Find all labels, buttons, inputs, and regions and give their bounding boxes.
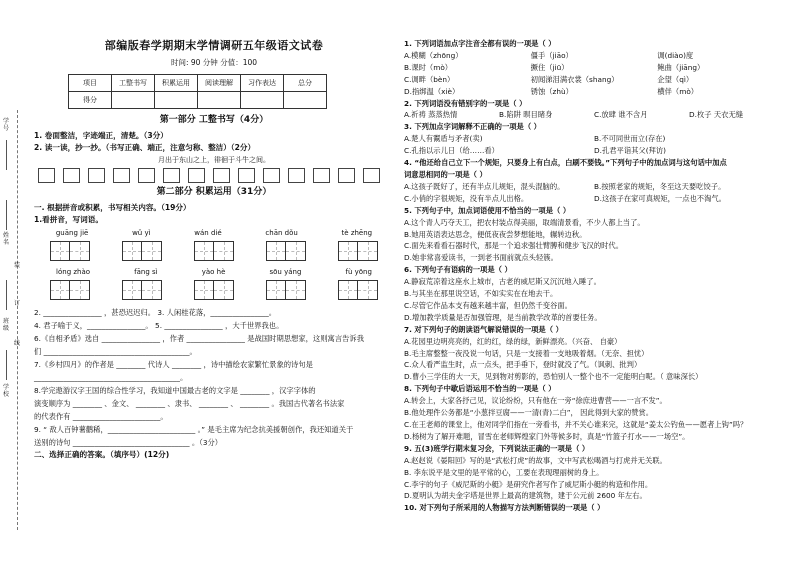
option[interactable]: D.夏明认为胡夫金字塔是世界上最高的建筑物，建于公元前 2600 年左右。: [404, 491, 647, 501]
strip-label-school: 学校: [3, 384, 10, 398]
score-cell: 项目: [69, 75, 112, 92]
fill-q9[interactable]: 9. “ 敌人百钟薯鹳稀，________________________ 。” 是毛主席为纪念抗美援朝创作，我还知道关于: [34, 425, 354, 434]
copy-box[interactable]: [238, 168, 255, 183]
word-box[interactable]: [338, 280, 378, 300]
part2-sub1: 一. 根据拼音或积累，书写相关内容。（19分）: [34, 203, 191, 212]
word-box[interactable]: [266, 241, 306, 261]
binding-dashed-line: [17, 110, 18, 530]
strip-label-student-no: 学号: [3, 118, 10, 132]
pinyin: wǔ yì: [132, 229, 151, 237]
strip-label-ding: 订: [14, 300, 21, 307]
option[interactable]: A.这个青人巧夺天工，把农村装点得美丽，取端清景看，不少人都上当了。: [404, 217, 645, 227]
pinyin: guāng jiē: [55, 229, 89, 237]
mc-q1-row: [404, 86, 784, 98]
left-column: [34, 40, 394, 461]
strip-blank-line: [6, 200, 7, 230]
option[interactable]: 僵手（jiāo）: [530, 50, 573, 60]
fill-q8b[interactable]: 演变顺序为 ________ 、金文、 ________ 、隶书、 ________ 、 ________ 。我国古代著名书法家: [34, 399, 345, 408]
option[interactable]: 横伴（mò）: [657, 86, 699, 96]
option[interactable]: B.毛主席整整一夜没说一句话，只是一支接着一支地吸着烟。（无奈、担忧）: [404, 348, 649, 358]
option[interactable]: B.课时（mò）: [404, 62, 453, 72]
copy-box[interactable]: [313, 168, 330, 183]
part2-q1: 1.看拼音，写词语。: [34, 215, 103, 224]
option[interactable]: A.模糊（zhōng）: [404, 50, 463, 60]
mc-q2: 2. 下列词语没有错别字的一项是（ ）: [404, 98, 527, 108]
word-box[interactable]: [194, 280, 234, 300]
option[interactable]: A.这孩子既好了，还有半点儿规矩，混头混脑的。: [404, 181, 565, 191]
mc-q1: 1. 下列词语加点字注音全都有误的一项是（ ）: [404, 39, 556, 48]
score-table: [68, 74, 327, 109]
option[interactable]: A.赵赵说《晏阳回》写的是“武松打虎”的故事，文中写武松喝酒与打虎并无关联。: [404, 455, 667, 465]
option[interactable]: A.转会上，大家各抒己见，议论纷纷，只有他在一旁“徐庶进曹营——一言不发”。: [404, 396, 667, 406]
word-box[interactable]: [50, 241, 90, 261]
score-input-cell[interactable]: [241, 92, 284, 109]
option[interactable]: C.李宇的句子《威尼斯的小艇》是研究作者写作了威尼斯小艇的构造和作用。: [404, 479, 653, 489]
copy-box[interactable]: [138, 168, 155, 183]
pinyin: fāng sì: [134, 268, 158, 276]
part1-q1: 1. 卷面整洁，字迹端正，清楚。（3分）: [34, 131, 168, 140]
score-input-cell[interactable]: [284, 92, 327, 109]
mc-q4-row: [404, 193, 784, 205]
mc-q2-options: [404, 109, 784, 121]
pinyin: fù yōng: [345, 268, 372, 276]
option[interactable]: 调(diào)度: [657, 50, 694, 60]
option[interactable]: D.曹小三学佳的大一天，见到物对剪影的，恐怕别人一整个也不一定能明白呢。（ 意味深长）: [404, 372, 703, 382]
part2-heading: 第二部分 积累运用（31分）: [156, 187, 272, 197]
option[interactable]: 企望（qì）: [657, 74, 694, 84]
part1-heading: 第一部分 工整书写（4分）: [159, 115, 269, 125]
score-input-cell[interactable]: [155, 92, 198, 109]
option[interactable]: D.杨树为了解开难题，冒雪在老师辉煌家门外等候多时，真是“竹篮子打水——一场空”。: [404, 431, 690, 441]
copy-box[interactable]: [288, 168, 305, 183]
mc-q10: 10. 对下列句子所采用的人物描写方法判断错误的一项是（ ）: [404, 503, 605, 513]
pinyin: lóng zhào: [56, 268, 91, 276]
mc-q1-row: [404, 50, 784, 62]
fill-q4-q5[interactable]: 4. 君子喻于义，________________。 5. ________________ ，大千世界我也。: [34, 321, 284, 330]
option[interactable]: A.花园里边明亮亮的，红的红，绿的绿，新鲜漂亮。（兴奋、 自豪）: [404, 336, 622, 346]
copy-box[interactable]: [63, 168, 80, 183]
score-cell: 阅读理解: [198, 75, 241, 92]
option[interactable]: 锈蚀（zhù）: [530, 86, 573, 96]
pinyin: wán dié: [194, 229, 222, 237]
exam-meta: 时间: 90 分钟 分值：100: [170, 58, 258, 67]
score-cell: 总分: [284, 75, 327, 92]
word-box[interactable]: [194, 241, 234, 261]
option[interactable]: B.他处理件公务都是“小葱拌豆腐——一清(青)二白”， 因此得到大家的赞赏。: [404, 408, 654, 418]
option[interactable]: D.她非常喜爱读书，一到老书面前就点头轻簇。: [404, 253, 558, 263]
part2-sub2: 二、选择正确的答案。（填序号）(12分): [34, 450, 170, 459]
option[interactable]: C.小俏的字很规矩，没有半点儿出格。: [404, 193, 529, 203]
option[interactable]: C.放肆 谁不含月: [594, 110, 648, 120]
option[interactable]: 鲍曲（jiāng）: [657, 62, 705, 72]
pinyin-row-2: [34, 267, 394, 278]
fill-q6[interactable]: 6.《自相矛盾》选自 ________________ ，作者 ________________ 是战国时期思想家，这则寓言告诉我: [34, 334, 365, 343]
strip-label-zhuang: 装: [14, 262, 21, 269]
copy-box[interactable]: [188, 168, 205, 183]
mc-q3-row: [404, 145, 784, 157]
mc-q3-row: [404, 133, 784, 145]
copy-box[interactable]: [363, 168, 380, 183]
option[interactable]: D.这孩子在家可真规矩，一点也不淘气。: [594, 193, 726, 203]
option[interactable]: C.面先来看看石器时代，那是一个追求强壮臂膊和健步飞汉的时代。: [404, 241, 624, 251]
copy-box-row[interactable]: [38, 168, 394, 183]
copy-box[interactable]: [163, 168, 180, 183]
score-cell: 得分: [69, 92, 112, 109]
option[interactable]: A.祈祷 蒸蒸热情: [404, 110, 458, 120]
copy-box[interactable]: [38, 168, 55, 183]
copy-box[interactable]: [213, 168, 230, 183]
pinyin: sōu yáng: [269, 268, 302, 276]
option[interactable]: 初闻涕泪满衣裳（shang）: [530, 74, 619, 84]
score-input-cell[interactable]: [112, 92, 155, 109]
copy-sentence: 月出于东山之上，徘徊于斗牛之间。: [158, 156, 270, 164]
option[interactable]: C.众人看严监生时，点一点头，把手垂下，登时就没了气。（讽刺、批判）: [404, 360, 642, 370]
pinyin-row-1: [34, 228, 394, 239]
strip-blank-line: [6, 280, 7, 310]
strip-blank-line: [6, 140, 7, 170]
binding-strip: [0, 0, 30, 561]
mc-q7: 7. 对下列句子的朗读语气解说错误的一项是（ ）: [404, 324, 563, 334]
score-input-cell[interactable]: [198, 92, 241, 109]
score-table-score-row: [69, 92, 327, 109]
fill-q6b[interactable]: 们 ________________________________________。: [34, 347, 197, 356]
word-box[interactable]: [122, 280, 162, 300]
score-cell: 工整书写: [112, 75, 155, 92]
word-box-row-1: [34, 241, 394, 261]
mc-q3: 3. 下列加点字词解释不正确的一项是（ ）: [404, 122, 541, 132]
word-box[interactable]: [338, 241, 378, 261]
fill-q8c[interactable]: 的代表作有 ________________________。: [34, 412, 168, 421]
right-column: [404, 38, 784, 514]
option[interactable]: B.陷阱 暝目睹身: [499, 110, 553, 120]
option[interactable]: B. 李东说平是文里的是平常的心，工要在表现理丽树的身上。: [404, 467, 604, 477]
mc-q5: 5. 下列句子中，加点词语使用不恰当的一项是（ ）: [404, 205, 571, 215]
option[interactable]: D.增加教学质量是否加强管理，是当前教学改革的首要任务。: [404, 312, 602, 322]
option[interactable]: C.调畔（bèn）: [404, 74, 455, 84]
mc-q6: 6. 下列句子有语病的一项是（ ）: [404, 265, 512, 275]
pinyin: chān dǒu: [265, 229, 298, 237]
option[interactable]: D.指绑温（xiè）: [404, 86, 460, 96]
mc-q8: 8. 下列句子中歇后语运用不恰当的一项是（ ）: [404, 384, 556, 394]
option[interactable]: C.尽管它作品本支有越来越丰富，但仍然千变谷面。: [404, 300, 572, 310]
exam-title: 部编版春学期期末学情调研五年级语文试卷: [104, 39, 324, 52]
strip-label-name: 姓名: [3, 232, 10, 246]
option[interactable]: C.在王老师的课堂上，他对同学们指在一旁看书，并不关心谁来完，这就是“姜太公钓鱼——愿者上钩”吗？: [404, 420, 748, 429]
score-cell: 习作表达: [241, 75, 284, 92]
fill-q7[interactable]: 7.《乡村四月》的作者是 ________ 代诗人 ________ ，诗中描绘农家繁忙景象的诗句是: [34, 360, 313, 369]
fill-q9b[interactable]: 送别的诗句 ________________________________ 。（3分）: [34, 438, 223, 447]
option[interactable]: C.孔指以示儿日（给……看）: [404, 146, 499, 156]
fill-q7b[interactable]: ________________________________________。: [34, 373, 188, 382]
copy-box[interactable]: [338, 168, 355, 183]
mc-q4b: 词意思相同的一项是（ ）: [404, 169, 487, 179]
option[interactable]: A.楚人有鬻盾与矛者(卖): [404, 134, 483, 144]
score-table-header-row: [69, 75, 327, 92]
option[interactable]: D.枚子 天衣无缝: [689, 110, 744, 120]
mc-q1-row: [404, 62, 784, 74]
copy-box[interactable]: [113, 168, 130, 183]
option[interactable]: B.与其坐在那里说空话，不如实实在在地去干。: [404, 289, 558, 299]
option[interactable]: D.孔君平诣其父(拜访): [594, 146, 667, 156]
fill-q8[interactable]: 8.学完遨游汉字王国的综合性学习，我知道中国最古老的文字是 ________ ，汉字字体的: [34, 386, 316, 395]
mc-q9: 9. 五(3)班学行期末复习会，下列说法正确的一项是（ ）: [404, 443, 590, 453]
strip-label-xian: 线: [14, 340, 21, 347]
option[interactable]: A.静寂荒凉着这座水上城市，古老的威尼斯又沉沉地入睡了。: [404, 277, 601, 287]
pinyin: yào hè: [201, 268, 226, 276]
word-box[interactable]: [266, 280, 306, 300]
part1-q2: 2. 读一读，抄一抄。（书写正确、端正，注意匀称、整洁）（2分）: [34, 143, 256, 152]
mc-q4-row: [404, 181, 784, 193]
strip-label-class: 班级: [3, 318, 10, 332]
pinyin: tè zhēng: [341, 229, 373, 237]
option[interactable]: B.不可同世而立(存在): [594, 134, 666, 144]
option[interactable]: B.她用英语表达思念，便低夜夜尝梦想能地，辗转边秋。: [404, 229, 587, 239]
fill-q2-q3[interactable]: 2. ________________ ，甚恐迟迟归。 3. 人闲桂花落，________________。: [34, 308, 277, 317]
mc-q4: 4. “他还给自己立下一个规矩，只要身上有白点，白刷不要钱。”下列句子中的加点词与这句话中加点: [404, 158, 727, 168]
option[interactable]: 撅住（jiū）: [530, 62, 569, 72]
word-box[interactable]: [122, 241, 162, 261]
option[interactable]: B.按照老家的规矩，冬至这天要吃饺子。: [594, 181, 726, 191]
copy-box[interactable]: [263, 168, 280, 183]
score-cell: 积累运用: [155, 75, 198, 92]
strip-blank-line: [6, 350, 7, 380]
mc-q1-row: [404, 74, 784, 86]
word-box[interactable]: [50, 280, 90, 300]
word-box-row-2: [34, 280, 394, 300]
copy-box[interactable]: [88, 168, 105, 183]
